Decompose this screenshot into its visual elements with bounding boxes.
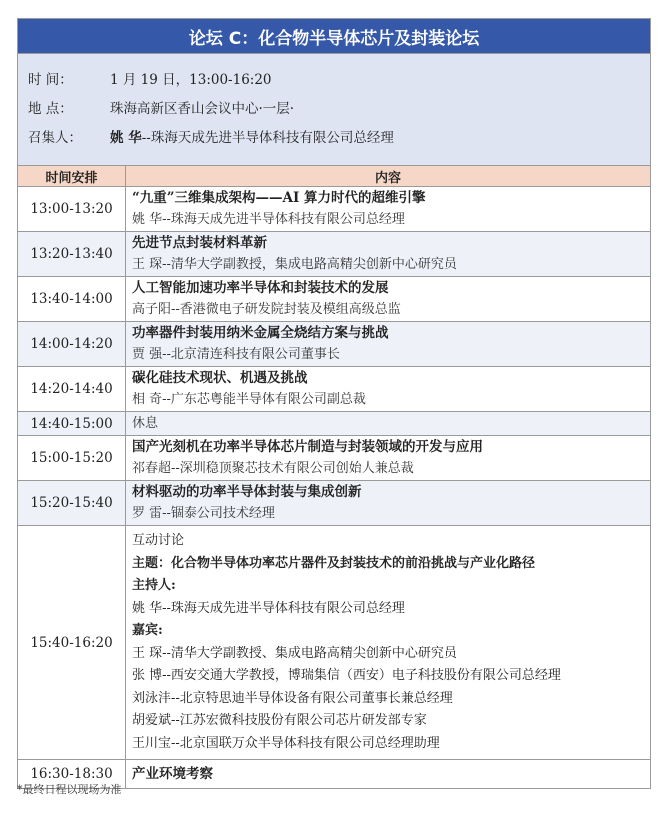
panel-line: 主题：化合物半导体功率芯片器件及封装技术的前沿挑战与产业化路径 bbox=[132, 555, 536, 571]
title-row bbox=[18, 19, 651, 54]
session-title: 碳化硅技术现状、机遇及挑战 bbox=[132, 370, 308, 386]
session-title: 材料驱动的功率半导体封装与集成创新 bbox=[132, 484, 362, 500]
convener-org: --珠海天成先进半导体科技有限公司总经理 bbox=[141, 130, 394, 146]
session-row bbox=[18, 277, 651, 322]
session-title: 国产光刻机在功率半导体芯片制造与封装领域的开发与应用 bbox=[132, 439, 483, 455]
session-row bbox=[18, 367, 651, 412]
header-time: 时间安排 bbox=[18, 166, 126, 187]
place-label: 地 点： bbox=[28, 101, 73, 117]
session-content bbox=[126, 481, 651, 526]
panel-time: 15:40-16:20 bbox=[18, 526, 126, 760]
agenda-sheet bbox=[17, 18, 650, 789]
session-speaker: 贾 强--北京清连科技有限公司董事长 bbox=[132, 347, 340, 362]
session-content bbox=[126, 277, 651, 322]
session-time: 14:20-14:40 bbox=[18, 367, 126, 412]
visit-title: 产业环境考察 bbox=[132, 765, 213, 782]
session-title: “九重”三维集成架构——AI 算力时代的超维引擎 bbox=[132, 190, 426, 206]
session-content bbox=[126, 436, 651, 481]
session-time: 13:00-13:20 bbox=[18, 187, 126, 232]
panel-line: 刘泳沣--北京特思迪半导体设备有限公司董事长兼总经理 bbox=[132, 690, 453, 706]
session-content bbox=[126, 367, 651, 412]
session-speaker: 王 琛--清华大学副教授，集成电路高精尖创新中心研究员 bbox=[132, 257, 457, 272]
panel-line: 王 琛--清华大学副教授、集成电路高精尖创新中心研究员 bbox=[132, 645, 457, 661]
session-title: 人工智能加速功率半导体和封装技术的发展 bbox=[132, 280, 389, 296]
convener-label: 召集人： bbox=[28, 130, 82, 146]
panel-line: 嘉宾: bbox=[132, 623, 163, 638]
session-time: 14:00-14:20 bbox=[18, 322, 126, 367]
session-row bbox=[18, 322, 651, 367]
panel-row bbox=[18, 526, 651, 760]
session-time: 13:20-13:40 bbox=[18, 232, 126, 277]
session-row bbox=[18, 412, 651, 436]
session-content bbox=[126, 187, 651, 232]
session-time: 15:20-15:40 bbox=[18, 481, 126, 526]
visit-time: 16:30-18:30 bbox=[18, 760, 126, 789]
panel-content bbox=[126, 526, 651, 760]
session-row bbox=[18, 187, 651, 232]
footnote: *最终日程以现场为准 bbox=[17, 783, 122, 796]
time-label: 时 间： bbox=[28, 72, 73, 88]
time-value: 1 月 19 日，13:00-16:20 bbox=[110, 72, 272, 88]
info-convener bbox=[28, 124, 650, 153]
session-title: 先进节点封装材料革新 bbox=[132, 235, 267, 251]
header-content: 内容 bbox=[126, 166, 651, 187]
session-speaker: 相 奇--广东芯粤能半导体有限公司副总裁 bbox=[132, 392, 366, 407]
session-speaker: 姚 华--珠海天成先进半导体科技有限公司总经理 bbox=[132, 212, 405, 227]
session-speaker: 祁春超--深圳稳顶聚芯技术有限公司创始人兼总裁 bbox=[132, 461, 414, 476]
forum-title: 论坛 C：化合物半导体芯片及封装论坛 bbox=[18, 19, 651, 54]
panel-line: 张 博--西安交通大学教授，博瑞集信（西安）电子科技股份有限公司总经理 bbox=[132, 668, 561, 683]
visit-content bbox=[126, 760, 651, 789]
info-block bbox=[18, 54, 651, 166]
panel-line: 姚 华--珠海天成先进半导体科技有限公司总经理 bbox=[132, 600, 405, 616]
session-title: 功率器件封装用纳米金属全烧结方案与挑战 bbox=[132, 325, 389, 341]
session-row bbox=[18, 232, 651, 277]
convener-name: 姚 华 bbox=[110, 130, 142, 146]
panel-line: 互动讨论 bbox=[132, 533, 185, 548]
session-content bbox=[126, 232, 651, 277]
session-time: 14:40-15:00 bbox=[18, 412, 126, 436]
sessions-body bbox=[18, 187, 651, 526]
panel-line: 主持人: bbox=[132, 578, 176, 593]
agenda-table bbox=[17, 18, 651, 789]
session-speaker: 罗 雷--锢泰公司技术经理 bbox=[132, 506, 275, 521]
info-place bbox=[28, 95, 650, 124]
session-speaker: 高子阳--香港微电子研发院封装及模组高级总监 bbox=[132, 302, 401, 317]
session-time: 13:40-14:00 bbox=[18, 277, 126, 322]
panel-line: 胡爱斌--江苏宏微科技股份有限公司芯片研发部专家 bbox=[132, 713, 427, 728]
session-title: 休息 bbox=[132, 416, 159, 431]
panel-line: 王川宝--北京国联万众半导体科技有限公司总经理助理 bbox=[132, 735, 440, 751]
session-row bbox=[18, 436, 651, 481]
session-content bbox=[126, 322, 651, 367]
info-time bbox=[28, 66, 650, 95]
session-time: 15:00-15:20 bbox=[18, 436, 126, 481]
info-row bbox=[18, 54, 651, 166]
session-row bbox=[18, 481, 651, 526]
header-row bbox=[18, 166, 651, 187]
session-content bbox=[126, 412, 651, 436]
place-value: 珠海高新区香山会议中心·一层· bbox=[110, 101, 295, 117]
